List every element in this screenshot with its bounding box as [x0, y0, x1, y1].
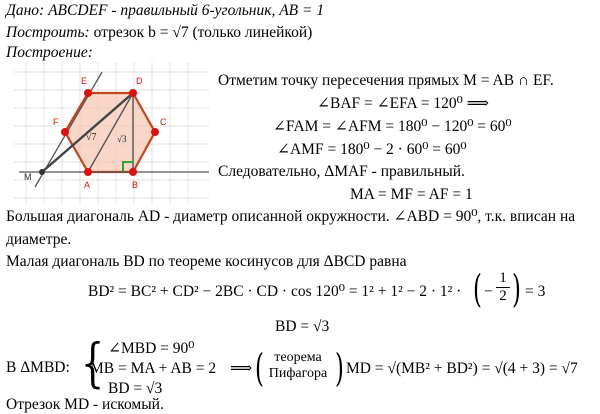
given-line — [6, 2, 324, 20]
point-c — [151, 128, 159, 136]
equation-bd: BD = √3 — [275, 318, 330, 335]
eq1-frac-den: 2 — [499, 288, 507, 304]
eq1-fraction — [496, 270, 510, 305]
reason-5: Следовательно, ΔMAF - правильный. — [218, 163, 465, 180]
eq1-frac-num: 1 — [496, 270, 510, 288]
eq1-right: = 3 — [525, 283, 546, 300]
paragraph-2: диаметре. — [6, 231, 72, 248]
label-sqrt7: √7 — [86, 132, 97, 143]
theorem-line-1: теорема — [274, 350, 322, 365]
point-e — [84, 89, 92, 97]
theorem-paren-close: ) — [334, 346, 344, 390]
reason-3: ∠FAM = ∠AFM = 180⁰ − 120⁰ = 60⁰ — [273, 118, 512, 135]
label-d: D — [136, 76, 143, 86]
system-brace: { — [80, 334, 105, 394]
implies-arrow: ⟹ — [230, 360, 253, 377]
construct-label: Построить: — [6, 24, 90, 41]
label-b: B — [132, 180, 139, 190]
reason-1: Отметим точку пересечения прямых M = AB ∩ EF. — [218, 72, 554, 89]
theorem-line-2: Пифагора — [268, 366, 328, 381]
point-a — [84, 168, 92, 176]
equation-cosine — [88, 283, 461, 301]
final-line: Отрезок MD - искомый. — [6, 396, 164, 413]
reason-4: ∠AMF = 180⁰ − 2 · 60⁰ = 60⁰ — [277, 141, 467, 158]
eq1-minus: − — [484, 283, 493, 300]
construct-line — [6, 24, 312, 42]
label-m: M — [24, 172, 32, 182]
system-line-3: BD = √3 — [108, 380, 163, 397]
system-line-2: MB = MA + AB = 2 — [90, 360, 217, 377]
reason-2: ∠BAF = ∠EFA = 120⁰ ⟹ — [317, 95, 489, 112]
paragraph-1: Большая диагональ AD - диаметр описанной окружности. ∠ABD = 90⁰, т.к. вписан на — [6, 208, 576, 225]
construct-text: отрезок b = √7 (только линейкой) — [93, 24, 313, 41]
system-prefix: В ΔMBD: — [6, 359, 70, 376]
point-f — [61, 128, 69, 136]
label-sqrt3: √3 — [117, 134, 127, 144]
point-d — [129, 89, 137, 97]
point-m — [39, 169, 45, 175]
eq1-paren-close: ) — [511, 267, 521, 311]
construction-label: Построение: — [6, 44, 93, 61]
label-a: A — [84, 180, 91, 190]
theorem-paren-open: ( — [254, 346, 264, 390]
hexagon-figure — [14, 62, 209, 205]
given-label: Дано: — [6, 2, 45, 19]
theorem-note — [264, 350, 332, 382]
label-e: E — [81, 76, 88, 86]
given-text: ABCDEF - правильный 6-угольник, AB = 1 — [48, 2, 325, 19]
paragraph-3: Малая диагональ BD по теореме косинусов для ΔBCD равна — [6, 253, 407, 270]
result-equation: MD = √(MB² + BD²) = √(4 + 3) = √7 — [346, 360, 578, 377]
eq1-left: BD² = BC² + CD² − 2BC · CD · cos 120⁰ = 1² + 1² − 2 · 1² · — [88, 283, 462, 300]
label-f: F — [53, 117, 59, 127]
system-line-1: ∠MBD = 90⁰ — [108, 340, 195, 357]
reason-6: MA = MF = AF = 1 — [350, 186, 473, 203]
label-c: C — [160, 117, 167, 127]
eq1-paren-open: ( — [472, 267, 482, 311]
point-b — [129, 168, 137, 176]
